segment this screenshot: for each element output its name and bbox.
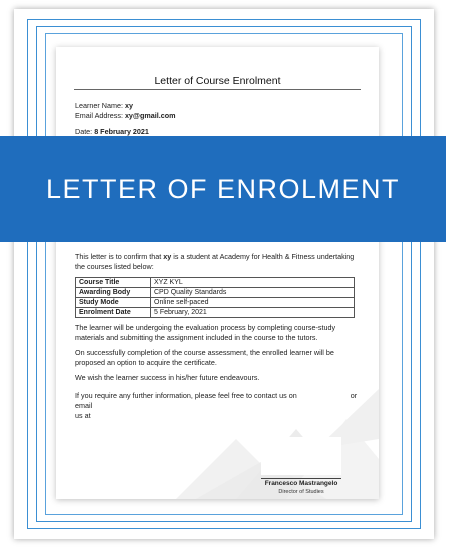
email-line — [75, 111, 176, 120]
table-row — [76, 288, 355, 298]
learner-name-label: Learner Name: — [75, 101, 123, 110]
learner-name-line — [75, 101, 133, 110]
title-banner — [0, 136, 446, 242]
table-row — [76, 308, 355, 318]
course-details-table — [75, 277, 355, 318]
intro-paragraph — [75, 252, 365, 272]
signature-area — [261, 437, 341, 475]
row-key: Study Mode — [76, 298, 151, 308]
signatory-name: Francesco Mastrangelo — [264, 480, 338, 487]
row-key: Course Title — [76, 278, 151, 288]
certificate-paragraph: On successfully completion of the course assessment, the enrolled learner will be proposed an option to acquire the certificate. — [75, 348, 334, 367]
contact-line-2: us at — [75, 411, 91, 420]
letter-title: Letter of Course Enrolment — [154, 75, 281, 87]
row-key: Awarding Body — [76, 288, 151, 298]
row-key: Enrolment Date — [76, 308, 151, 318]
row-value: XYZ KYL — [151, 278, 355, 288]
intro-name: xy — [163, 252, 172, 261]
learner-name-value: xy — [124, 101, 133, 110]
date-label: Date: — [75, 127, 93, 136]
contact-or-email: or email — [75, 391, 358, 410]
row-value: CPD Quality Standards — [151, 288, 355, 298]
table-row — [76, 298, 355, 308]
row-value: 5 February, 2021 — [151, 308, 355, 318]
email-label: Email Address: — [75, 111, 123, 120]
signatory-role: Director of Studies — [278, 489, 324, 495]
enrolment-letter — [56, 47, 379, 499]
date-line — [75, 127, 149, 136]
wish-paragraph: We wish the learner success in his/her future endeavours. — [75, 373, 260, 382]
table-row — [76, 278, 355, 288]
title-divider — [74, 89, 361, 90]
intro-suffix: is a student at Academy for Health & Fitness undertaking the courses listed below: — [75, 252, 355, 271]
row-value: Online self-paced — [151, 298, 355, 308]
evaluation-paragraph: The learner will be undergoing the evaluation process by completing course-study materials and submitting the assignment included in the course to the tutors. — [75, 323, 336, 342]
banner-text: LETTER OF ENROLMENT — [45, 173, 401, 204]
date-value: 8 February 2021 — [94, 127, 149, 136]
contact-line-1: If you require any further information, please feel free to contact us on — [75, 391, 297, 400]
signature-line — [261, 478, 341, 479]
email-value: xy@gmail.com — [124, 111, 176, 120]
intro-prefix: This letter is to confirm that — [75, 252, 162, 261]
